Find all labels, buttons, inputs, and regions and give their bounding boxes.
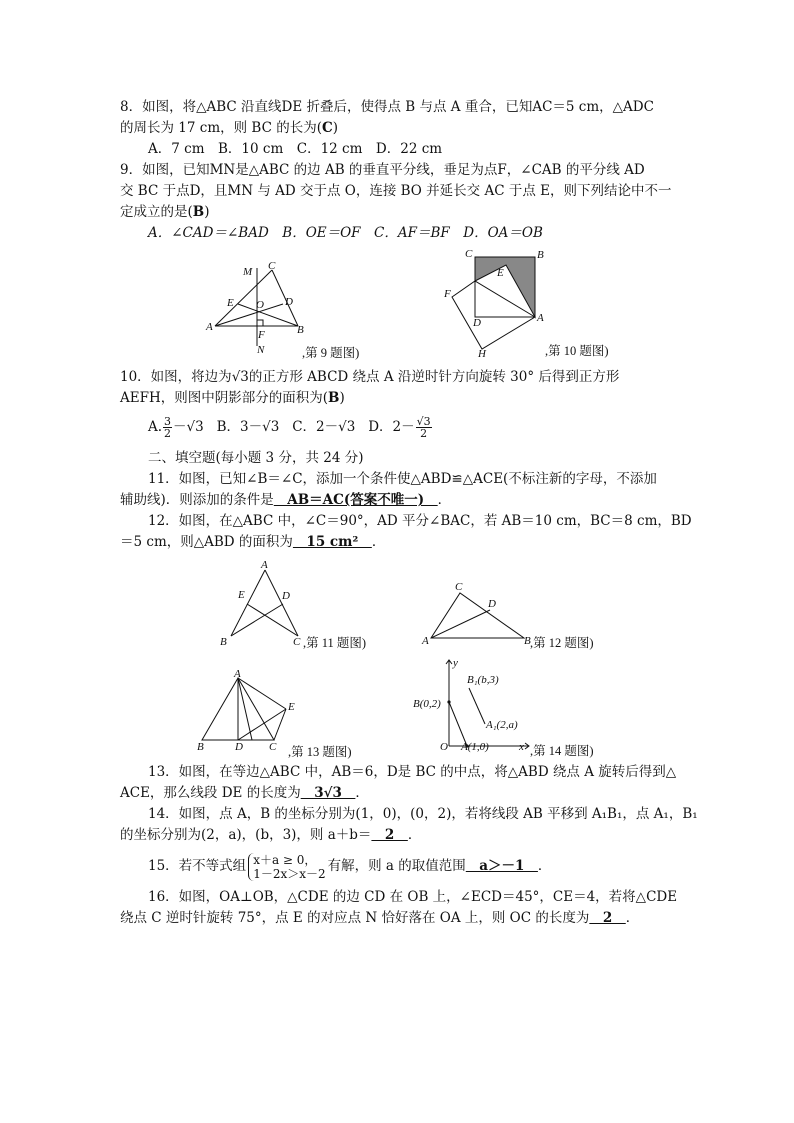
fig9-label-F: F: [258, 329, 265, 341]
q12-line1: 12．如图，在△ABC 中，∠C＝90°，AD 平分∠BAC，若 AB＝10 cm，BC＝8 cm，BD: [148, 513, 692, 529]
fig9-label-O: O: [256, 299, 264, 311]
q9-line3: 定成立的是(B): [120, 204, 210, 220]
q13-line2: ACE，那么线段 DE 的长度为 3√3 ．: [120, 785, 369, 801]
q12-answer: 15 cm²: [292, 534, 372, 550]
fig12-label-C: C: [455, 581, 463, 593]
q14-line1: 14．如图，点 A，B 的坐标分别为(1，0)，(0，2)，若将线段 AB 平移到 A₁B₁，点 A₁，B₁: [148, 806, 698, 822]
fig11-label-B: B: [220, 636, 227, 648]
section-2-title: 二、填空题(每小题 3 分，共 24 分): [148, 450, 364, 466]
q11-line2: 辅助线)．则添加的条件是 AB＝AC(答案不唯一) ．: [120, 492, 452, 508]
q10-line2: AEFH，则图中阴影部分的面积为(B): [120, 390, 345, 406]
q14-line2: 的坐标分别为(2，a)，(b，3)，则 a＋b＝ 2 ．: [120, 827, 422, 843]
q8-answer: C: [321, 120, 333, 136]
fig10-label-B: B: [537, 249, 544, 261]
fig14-label-B: B(0,2): [413, 698, 441, 710]
q8-line2: 的周长为 17 cm，则 BC 的长为(C): [120, 120, 339, 136]
fig9-label-D: D: [285, 296, 293, 308]
fig13-label-A: A: [234, 668, 241, 680]
fig14-label-x: x: [519, 741, 524, 753]
q14-answer: 2: [371, 827, 408, 843]
q9-options: A．∠CAD＝∠BAD B．OE＝OF C．AF＝BF D．OA＝OB: [148, 225, 543, 241]
fig11-label-A: A: [261, 559, 268, 571]
figure-11: [210, 556, 400, 656]
fig10-label-F: F: [444, 288, 451, 300]
q10-line1: 10．如图，将边为√3的正方形 ABCD 绕点 A 沿逆时针方向旋转 30° 后得到正方形: [120, 369, 620, 385]
figure-12: [418, 576, 618, 656]
fig9-label-M: M: [243, 266, 253, 278]
q11-line1: 11．如图，已知∠B＝∠C，添加一个条件使△ABD≌△ACE(不标注新的字母，不添加: [148, 471, 657, 487]
figure-9: [200, 258, 380, 363]
q10-options: A. $\frac{3}{2}$ －√3 B．3－√3 C．2－√3 D．2－ $\frac{√3}{2}$: [148, 415, 431, 440]
fig11-label-E: E: [238, 589, 245, 601]
q15-answer: a＞－1: [465, 858, 538, 874]
fig12-label-A: A: [422, 635, 429, 647]
q10-answer: B: [328, 390, 340, 406]
fig13-label-B: B: [197, 741, 204, 753]
fig13-caption: ,第 13 题图): [288, 745, 352, 759]
fig10-label-C: C: [465, 248, 473, 260]
fig11-label-C: C: [293, 636, 301, 648]
fig14-label-A: A(1,0): [461, 741, 489, 753]
q16-answer: 2: [589, 910, 626, 926]
fig9-label-N: N: [257, 344, 265, 356]
q9-line1: 9．如图，已知MN是△ABC 的边 AB 的垂直平分线，垂足为点F，∠CAB 的平分线 AD: [120, 162, 645, 178]
fig9-label-E: E: [227, 297, 234, 309]
fig10-label-E: E: [497, 267, 504, 279]
figure-13: [190, 664, 380, 760]
fig11-label-D: D: [282, 590, 290, 602]
fig13-label-C: C: [269, 741, 277, 753]
fig9-label-A: A: [206, 321, 213, 333]
figure-14: [405, 654, 635, 760]
q15-inequality-system: x＋a ≥ 0， 1－2x＞x－2: [248, 853, 325, 881]
fig9-caption: ,第 9 题图): [302, 346, 360, 360]
q11-answer: AB＝AC(答案不唯一): [273, 492, 438, 508]
fig11-caption: ,第 11 题图): [303, 636, 367, 650]
fig9-label-C: C: [268, 260, 276, 272]
fig14-label-O: O: [440, 741, 448, 753]
q16-line2: 绕点 C 逆时针旋转 75°，点 E 的对应点 N 恰好落在 OA 上，则 OC 的长度为 2 ．: [120, 910, 640, 926]
fig10-label-H: H: [478, 348, 486, 360]
fig9-label-B: B: [297, 324, 304, 336]
q9-answer: B: [192, 204, 205, 220]
fig14-label-y: y: [453, 657, 458, 669]
fig10-label-D: D: [473, 317, 481, 329]
fig13-label-E: E: [288, 701, 295, 713]
fig10-caption: ,第 10 题图): [545, 344, 609, 358]
fig12-label-D: D: [488, 598, 496, 610]
fig10-label-A: A: [537, 312, 544, 324]
q8-line1: 8．如图，将△ABC 沿直线DE 折叠后，使得点 B 与点 A 重合，已知AC＝5 cm，△ADC: [120, 99, 654, 115]
fig13-label-D: D: [235, 741, 243, 753]
fig12-label-B: B: [524, 635, 531, 647]
figure-10: [435, 245, 635, 363]
fig14-label-A1: A₁(2,a): [486, 719, 518, 731]
q9-line2: 交 BC 于点D，且MN 与 AD 交于点 O，连接 BO 并延长交 AC 于点 E，则下列结论中不一: [120, 183, 672, 199]
q15-line: 15．若不等式组 x＋a ≥ 0， 1－2x＞x－2 有解，则 a 的取值范围 a＞－1 ．: [148, 852, 552, 881]
fig14-caption: ,第 14 题图): [530, 744, 594, 758]
q16-line1: 16．如图，OA⊥OB，△CDE 的边 CD 在 OB 上，∠ECD＝45°，CE＝4，若将△CDE: [148, 889, 678, 905]
q13-line1: 13．如图，在等边△ABC 中，AB＝6，D是 BC 的中点，将△ABD 绕点 A 旋转后得到△: [148, 764, 677, 780]
fig12-caption: ,第 12 题图): [530, 636, 594, 650]
q8-options: A．7 cm B．10 cm C．12 cm D．22 cm: [148, 141, 443, 157]
fig14-label-B1: B₁(b,3): [467, 674, 499, 686]
q12-line2: ＝5 cm，则△ABD 的面积为 15 cm² ．: [120, 534, 386, 550]
q13-answer: 3√3: [300, 785, 356, 801]
